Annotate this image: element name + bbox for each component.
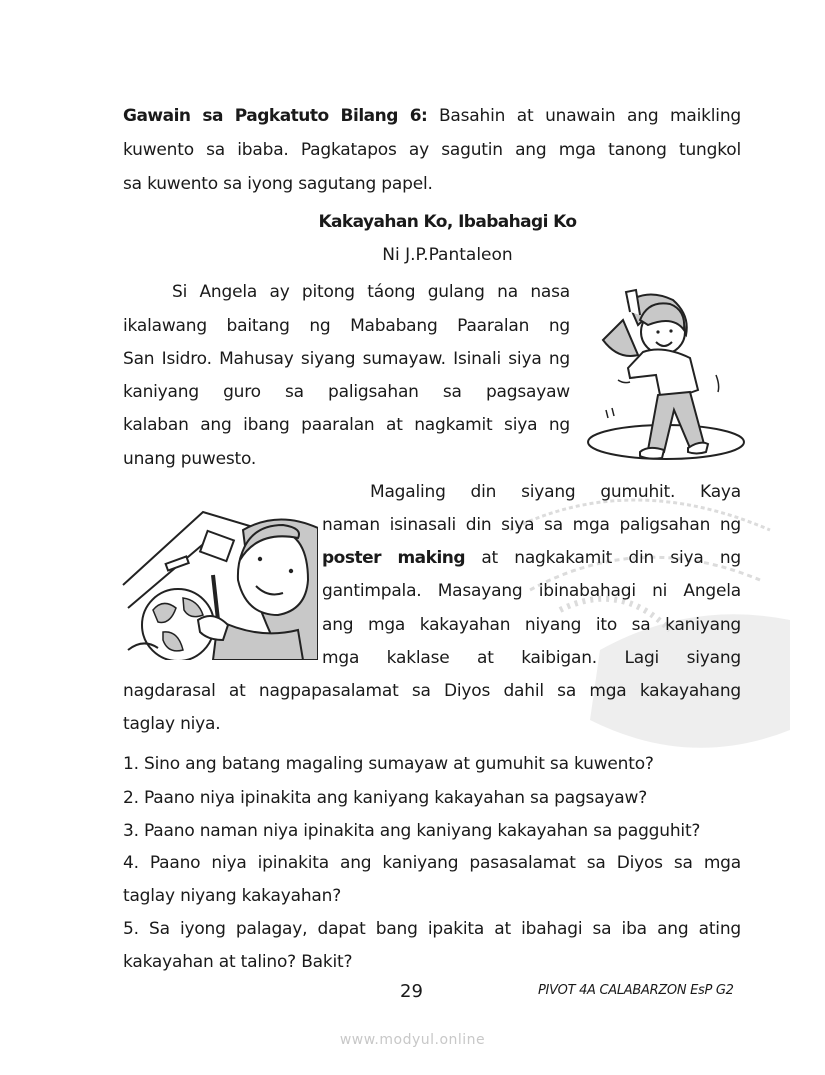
- paragraph-2-line: nagdarasal at nagpapasalamat sa Diyos dahil sa mga kakayahang: [123, 681, 741, 701]
- paragraph-1-line: kaniyang guro sa paligsahan sa pagsayaw: [123, 382, 570, 402]
- dancing-girl-illustration: [578, 280, 746, 465]
- question-1: 1. Sino ang batang magaling sumayaw at gumuhit sa kuwento?: [123, 754, 654, 774]
- instructions-line-2: kuwento sa ibaba. Pagkatapos ay sagutin ang mga tanong tungkol: [123, 140, 741, 160]
- drawing-girl-illustration: [118, 490, 318, 660]
- paragraph-2-line: gantimpala. Masayang ibinabahagi ni Angela: [322, 581, 741, 601]
- paragraph-1-line: kalaban ang ibang paaralan at nagkamit siya ng: [123, 415, 570, 435]
- instructions-line-3: sa kuwento sa iyong sagutang papel.: [123, 174, 433, 194]
- question-4-line-1: 4. Paano niya ipinakita ang kaniyang pasasalamat sa Diyos sa mga: [123, 853, 741, 873]
- paragraph-2-text: at nagkakamit din siya ng: [481, 548, 741, 568]
- question-2: 2. Paano niya ipinakita ang kaniyang kakayahan sa pagsayaw?: [123, 788, 648, 808]
- paragraph-1-line: San Isidro. Mahusay siyang sumayaw. Isinali siya ng: [123, 349, 570, 369]
- activity-label: Gawain sa Pagkatuto Bilang 6:: [123, 106, 428, 126]
- question-3: 3. Paano naman niya ipinakita ang kaniyang kakayahan sa pagguhit?: [123, 821, 701, 841]
- paragraph-2-line: [322, 547, 741, 569]
- paragraph-1-line: ikalawang baitang ng Mababang Paaralan ng: [123, 316, 570, 336]
- story-title: Kakayahan Ko, Ibabahagi Ko: [318, 212, 577, 232]
- paragraph-1-line: Si Angela ay pitong táong gulang na nasa: [172, 282, 570, 302]
- paragraph-2-line: ang mga kakayahan niyang ito sa kaniyang: [322, 615, 741, 635]
- question-5-line-2: kakayahan at talino? Bakit?: [123, 952, 353, 972]
- paragraph-1-line: unang puwesto.: [123, 449, 257, 469]
- site-watermark: www.modyul.online: [339, 1032, 486, 1048]
- instructions-line-1: [123, 105, 741, 127]
- page-number: 29: [400, 981, 423, 1002]
- footer-source: PIVOT 4A CALABARZON EsP G2: [538, 983, 734, 998]
- question-4-line-2: taglay niyang kakayahan?: [123, 886, 342, 906]
- paragraph-2-line: Magaling din siyang gumuhit. Kaya: [370, 482, 741, 502]
- instructions-text: Basahin at unawain ang maikling: [438, 106, 742, 126]
- paragraph-2-line: taglay niya.: [123, 714, 221, 734]
- paragraph-2-line: naman isinasali din siya sa mga paligsahan ng: [322, 515, 741, 535]
- paragraph-2-line: mga kaklase at kaibigan. Lagi siyang: [322, 648, 741, 668]
- story-author: Ni J.P.Pantaleon: [382, 245, 513, 265]
- poster-making-term: poster making: [322, 548, 466, 568]
- question-5-line-1: 5. Sa iyong palagay, dapat bang ipakita at ibahagi sa iba ang ating: [123, 919, 741, 939]
